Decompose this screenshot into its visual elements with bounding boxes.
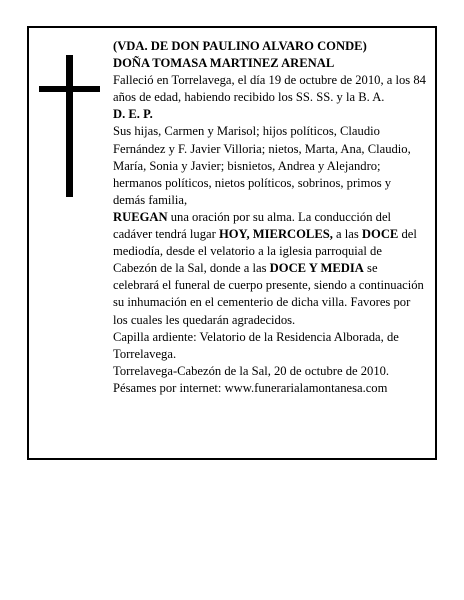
place-date: Torrelavega-Cabezón de la Sal, 20 de octubre de 2010. bbox=[113, 363, 390, 378]
cross-icon-bar bbox=[39, 86, 100, 92]
deceased-name: DOÑA TOMASA MARTINEZ ARENAL bbox=[113, 56, 335, 71]
family-paragraph: Sus hijas, Carmen y Marisol; hijos políticos, Claudio Fernández y F. Javier Villoria; nietos, Marta, Ana, Claudio, María, Sonia y Javier; bisnietos, Andrea y Alejandro; hermanos políticos, nietos políticos, sobrinos, primos y demás familia, bbox=[113, 124, 411, 207]
doce-time: DOCE bbox=[361, 227, 399, 242]
death-details: Falleció en Torrelavega, el día 19 de octubre de 2010, a los 84 años de edad, habiendo recibido los SS. SS. y la B. A. bbox=[113, 73, 426, 105]
funeral-text-4: se celebrará el funeral de cuerpo presente, siendo a continuación su inhumación en el cementerio de dicha villa. Favores por los cuales les quedarán agradecidos. bbox=[113, 261, 424, 327]
cross-icon bbox=[66, 55, 73, 197]
widow-line: (VDA. DE DON PAULINO ALVARO CONDE) bbox=[113, 39, 367, 53]
funeral-text-1: una oración por su alma. La conducción del cadáver tendrá lugar bbox=[113, 209, 392, 242]
ruegan-word: RUEGAN bbox=[113, 209, 168, 224]
chapel-info: Capilla ardiente: Velatorio de la Residencia Alborada, de Torrelavega. bbox=[113, 329, 399, 361]
hoy-miercoles: HOY, MIERCOLES, bbox=[218, 227, 333, 242]
funeral-text-2: a las bbox=[332, 227, 362, 242]
dep-line: D. E. P. bbox=[113, 107, 153, 122]
condolences-line: Pésames por internet: www.funerarialamontanesa.com bbox=[113, 380, 388, 395]
doce-y-media-time: DOCE Y MEDIA bbox=[269, 261, 364, 276]
obituary-text bbox=[113, 38, 426, 397]
funeral-text-3: del mediodía, desde el velatorio a la iglesia parroquial de Cabezón de la Sal, donde a las bbox=[113, 227, 417, 276]
funeral-paragraph bbox=[113, 209, 426, 329]
